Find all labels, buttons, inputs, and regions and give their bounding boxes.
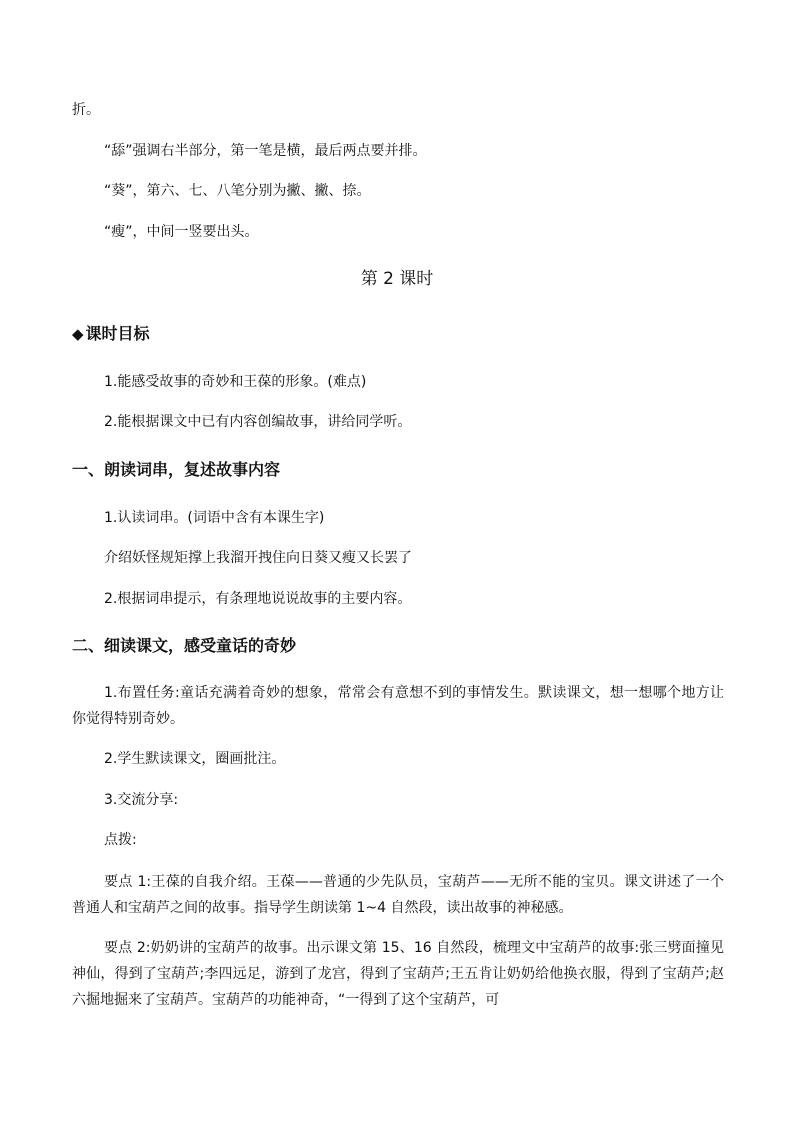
text-line: 折。 (72, 102, 100, 118)
section2-item1: 1.布置任务:童话充满着奇妙的想象，常常会有意想不到的事情发生。默读课文，想一想哪个地方让你觉得特别奇妙。 (72, 685, 724, 727)
section-heading-1: 一、朗读词串，复述故事内容 (72, 460, 281, 479)
section-heading-2: 二、细读课文，感受童话的奇妙 (72, 636, 297, 655)
objectives-heading (72, 321, 724, 347)
section2-item2: 2.学生默读课文，圈画批注。 (104, 751, 286, 767)
section2-item3: 3.交流分享: (104, 792, 179, 808)
diamond-bullet-icon: ◆ (72, 325, 84, 343)
section1-item2: 2.根据词串提示，有条理地说说故事的主要内容。 (104, 591, 412, 607)
point-2-paragraph: 要点 2:奶奶讲的宝葫芦的故事。出示课文第 15、16 自然段，梳理文中宝葫芦的故事:张三劈面撞见神仙，得到了宝葫芦;李四远足，游到了龙宫，得到了宝葫芦;王五肯让奶奶给他换衣服，得到了宝葫芦;赵六掘地掘来了宝葫芦。宝葫芦的功能神奇，“一得到了这个宝葫芦，可 (72, 940, 724, 1008)
objective-item: 1.能感受故事的奇妙和王葆的形象。(难点) (104, 374, 367, 390)
stroke-note-kui: “葵”，第六、七、八笔分别为撇、撇、捺。 (104, 183, 371, 199)
objectives-heading-text: 课时目标 (85, 324, 150, 343)
lesson-title: 第 2 课时 (360, 269, 434, 289)
stroke-note-tian: “舔”强调右半部分，第一笔是横，最后两点要并排。 (104, 143, 427, 159)
word-string: 介绍妖怪规矩撑上我溜开拽住向日葵又瘦又长罢了 (104, 550, 412, 566)
point-1-paragraph: 要点 1:王葆的自我介绍。王葆——普通的少先队员，宝葫芦——无所不能的宝贝。课文讲述了一个普通人和宝葫芦之间的故事。指导学生朗读第 1~4 自然段，读出故事的神秘感。 (72, 874, 724, 916)
tip-label: 点拨: (104, 832, 137, 848)
stroke-note-shou: “瘦”，中间一竖要出头。 (104, 224, 259, 240)
objective-item: 2.能根据课文中已有内容创编故事，讲给同学听。 (104, 414, 412, 430)
section1-item1: 1.认读词串。(词语中含有本课生字) (104, 510, 325, 526)
